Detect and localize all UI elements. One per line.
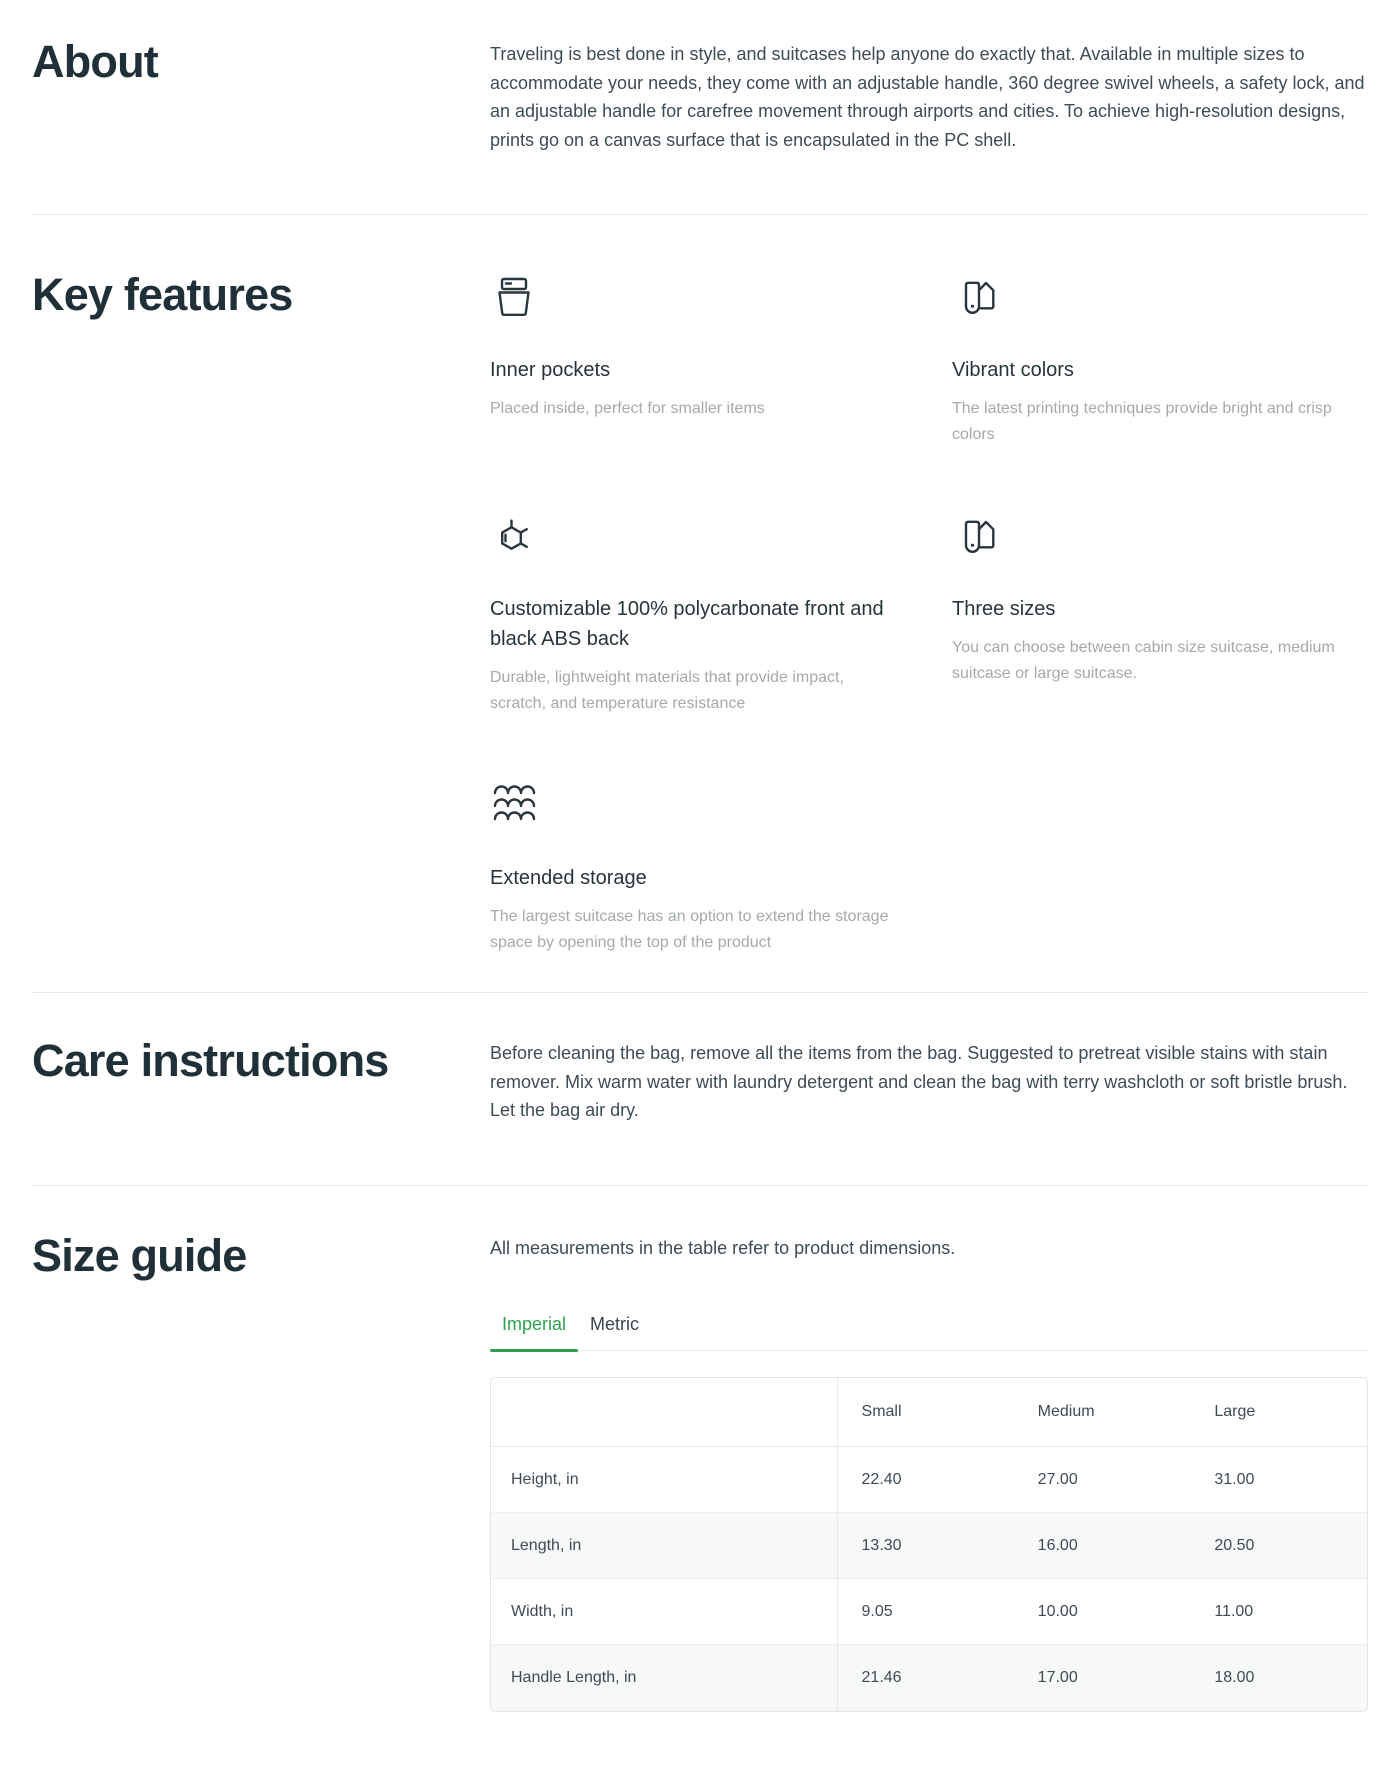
about-title: About	[32, 36, 158, 87]
column-header-small: Small	[837, 1378, 1014, 1447]
row-label: Width, in	[491, 1579, 837, 1645]
feature-title: Vibrant colors	[952, 359, 1074, 381]
waves-icon	[490, 781, 906, 829]
cell-value: 22.40	[861, 1470, 902, 1488]
size-guide-subtitle: All measurements in the table refer to product dimensions.	[490, 1237, 956, 1258]
care-instructions-title: Care instructions	[32, 1035, 389, 1086]
cell-value: 21.46	[861, 1668, 902, 1686]
feature-title: Inner pockets	[490, 359, 611, 381]
cell-value: 27.00	[1037, 1470, 1078, 1488]
feature-title: Extended storage	[490, 867, 647, 889]
cell-value: 18.00	[1214, 1668, 1255, 1686]
table-row	[491, 1579, 1367, 1645]
cell-value: 17.00	[1037, 1668, 1078, 1686]
size-table-container	[490, 1377, 1368, 1712]
color-swatches-icon	[952, 273, 1368, 321]
table-row	[491, 1447, 1367, 1513]
inner-pockets-icon	[490, 273, 906, 321]
care-content	[490, 1039, 1368, 1125]
feature-three-sizes	[952, 512, 1368, 717]
size-table-corner-cell	[491, 1378, 837, 1447]
key-features-title: Key features	[32, 269, 293, 320]
feature-title: Three sizes	[952, 598, 1056, 620]
feature-description: You can choose between cabin size suitcase, medium suitcase or large suitcase.	[952, 639, 1335, 682]
row-label: Height, in	[491, 1447, 837, 1513]
molecule-icon	[490, 512, 906, 560]
column-header-medium: Medium	[1014, 1378, 1191, 1447]
feature-polycarbonate	[490, 512, 906, 717]
tab-imperial[interactable]: Imperial	[490, 1314, 578, 1350]
key-features-section	[32, 215, 1368, 993]
feature-description: The latest printing techniques provide bright and crisp colors	[952, 400, 1332, 443]
feature-vibrant-colors	[952, 273, 1368, 448]
care-instructions-section	[32, 993, 1368, 1186]
size-guide-content	[490, 1234, 1368, 1712]
feature-extended-storage	[490, 781, 906, 956]
unit-tabs	[490, 1314, 1368, 1351]
about-paragraph: Traveling is best done in style, and suitcases help anyone do exactly that. Available in multiple sizes to accommodate your needs, they come with an adjustable handle, 360 degree swivel wheels, a safety lock, and an adjustable handle for carefree movement through airports and cities. To achieve high-resolution designs, prints go on a canvas surface that is encapsulated in the PC shell.	[490, 44, 1365, 150]
row-label: Length, in	[491, 1513, 837, 1579]
table-row	[491, 1513, 1367, 1579]
tab-metric[interactable]: Metric	[590, 1313, 640, 1334]
cell-value: 20.50	[1214, 1536, 1255, 1554]
color-swatches-icon	[952, 512, 1368, 560]
feature-description: The largest suitcase has an option to extend the storage space by opening the top of the product	[490, 908, 889, 951]
cell-value: 13.30	[861, 1536, 902, 1554]
cell-value: 11.00	[1214, 1602, 1254, 1620]
column-header-large: Large	[1190, 1378, 1367, 1447]
feature-title: Customizable 100% polycarbonate front and black ABS back	[490, 598, 884, 650]
size-guide-title: Size guide	[32, 1229, 247, 1281]
about-section	[32, 0, 1368, 215]
features-grid	[490, 273, 1368, 956]
size-table-header-row	[491, 1378, 1367, 1447]
cell-value: 31.00	[1214, 1470, 1255, 1488]
about-content	[490, 40, 1368, 154]
cell-value: 9.05	[861, 1602, 893, 1620]
row-label: Handle Length, in	[491, 1645, 837, 1711]
cell-value: 10.00	[1037, 1602, 1078, 1620]
feature-inner-pockets	[490, 273, 906, 448]
size-table	[491, 1378, 1367, 1711]
size-guide-section	[32, 1186, 1368, 1774]
care-paragraph: Before cleaning the bag, remove all the items from the bag. Suggested to pretreat visible stains with stain remover. Mix warm water with laundry detergent and clean the bag with terry washcloth or soft bristle brush. Let the bag air dry.	[490, 1043, 1348, 1120]
cell-value: 16.00	[1037, 1536, 1078, 1554]
feature-description: Placed inside, perfect for smaller items	[490, 400, 765, 417]
table-row	[491, 1645, 1367, 1711]
feature-description: Durable, lightweight materials that provide impact, scratch, and temperature resistance	[490, 669, 844, 712]
